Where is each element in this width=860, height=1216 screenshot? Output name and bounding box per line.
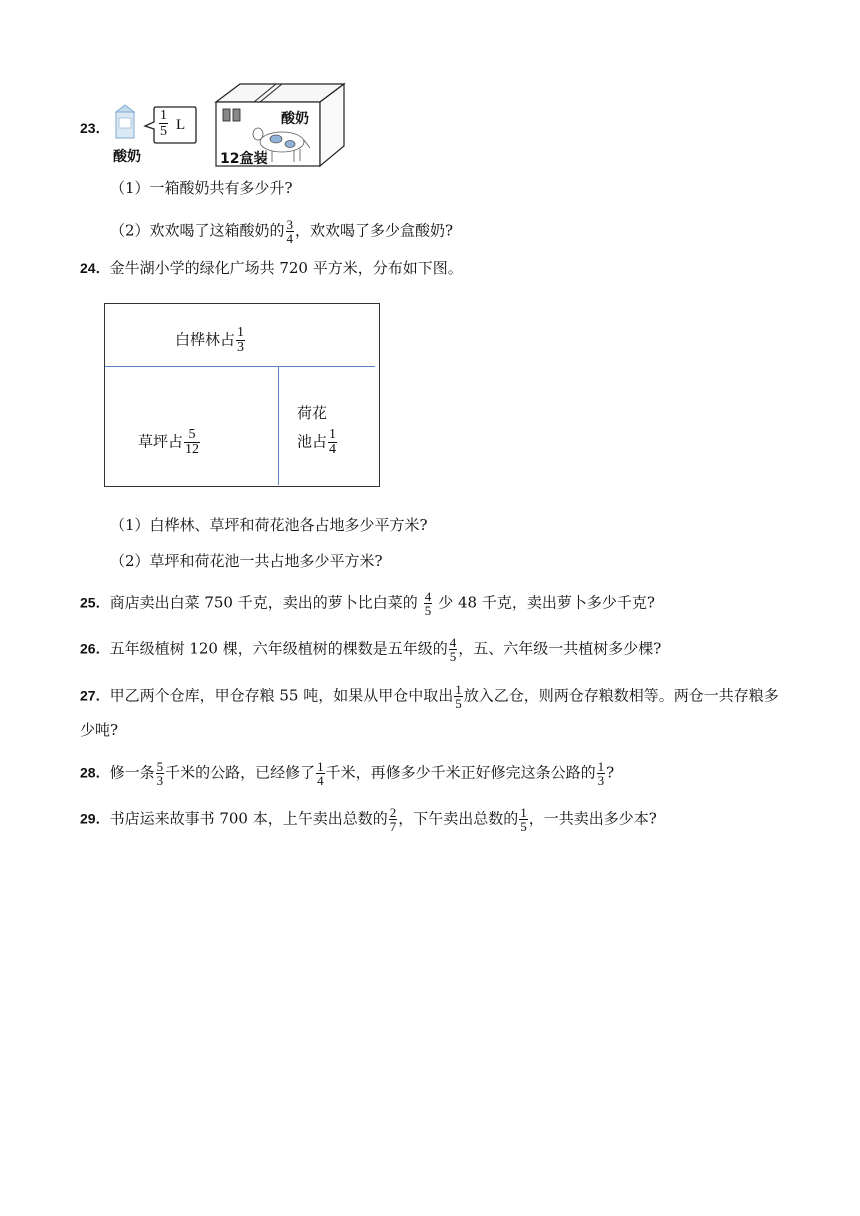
question-number: 23． [80,120,110,136]
box-count: 12盒装 [220,151,268,167]
question-number: 24． [80,260,110,276]
fraction: $\frac{4}{5}$ [449,635,457,664]
q27-line1: 27．甲乙两个仓库，甲仓存粮 55 吨，如果从甲仓中取出 $\frac{1}{5}$ 放入乙仓，则两仓存粮数相等。两仓一共存粮多 [80,682,779,711]
bubble-fraction: $\frac{1}{5}$ [160,108,167,139]
question-29: 29．书店运来故事书 700 本，上午卖出总数的 $\frac{2}{7}$ ，下午卖出总数的 $\frac{1}{5}$ ，一共卖出多少本? [80,805,657,834]
question-26: 26．五年级植树 120 棵，六年级植树的棵数是五年级的 $\frac{4}{5}$ ，五、六年级一共植树多少棵? [80,635,662,664]
yogurt-carton-picture [108,104,144,144]
q24-sub2: （2）草坪和荷花池一共占地多少平方米? [110,552,383,570]
question-number: 27． [80,687,110,704]
lotus-label: 池占 $\frac{1}{4}$ [297,427,337,457]
volume-bubble [142,104,198,146]
fraction: $\frac{3}{4}$ [286,217,294,246]
question-number: 28． [80,764,110,781]
q24-stem: 24．金牛湖小学的绿化广场共 720 平方米，分布如下图。 [80,259,463,277]
fraction: $\frac{2}{7}$ [389,805,397,834]
fraction: $\frac{1}{5}$ [520,805,527,834]
birch-label: 白桦林占 $\frac{1}{3}$ [175,325,245,355]
divider-vertical [278,367,279,485]
q23-sub2: （2）欢欢喝了这箱酸奶的 $\frac{3}{4}$ ，欢欢喝了多少盒酸奶? [110,217,454,246]
divider-horizontal [105,366,375,367]
q23-sub1: （1）一箱酸奶共有多少升? [110,179,293,197]
question-25: 25．商店卖出白菜 750 千克，卖出的萝卜比白菜的 $\frac{4}{5}$ 少 48 千克，卖出萝卜多少千克? [80,589,655,618]
box-label: 酸奶 [281,111,309,127]
fraction: $\frac{5}{3}$ [156,759,164,788]
lawn-label: 草坪占 $\frac{5}{12}$ [138,427,200,457]
fraction: $\frac{4}{5}$ [424,589,432,618]
plaza-diagram [104,303,380,487]
fraction: $\frac{1}{3}$ [597,759,605,788]
lotus-label-line1: 荷花 [297,404,328,422]
question-number: 25． [80,594,110,611]
bubble-unit: L [176,117,186,133]
q24-sub1: （1）白桦林、草坪和荷花池各占地多少平方米? [110,516,428,534]
fraction: $\frac{1}{5}$ [455,682,462,711]
carton-label: 酸奶 [113,149,141,165]
fraction: $\frac{1}{4}$ [317,759,324,788]
question-number: 29． [80,810,110,827]
question-28: 28．修一条 $\frac{5}{3}$ 千米的公路，已经修了 $\frac{1}{4}$ 千米，再修多少千米正好修完这条公路的 $\frac{1}{3}$ ? [80,759,615,788]
question-number: 26． [80,640,110,657]
q27-line2: 少吨? [80,721,119,739]
